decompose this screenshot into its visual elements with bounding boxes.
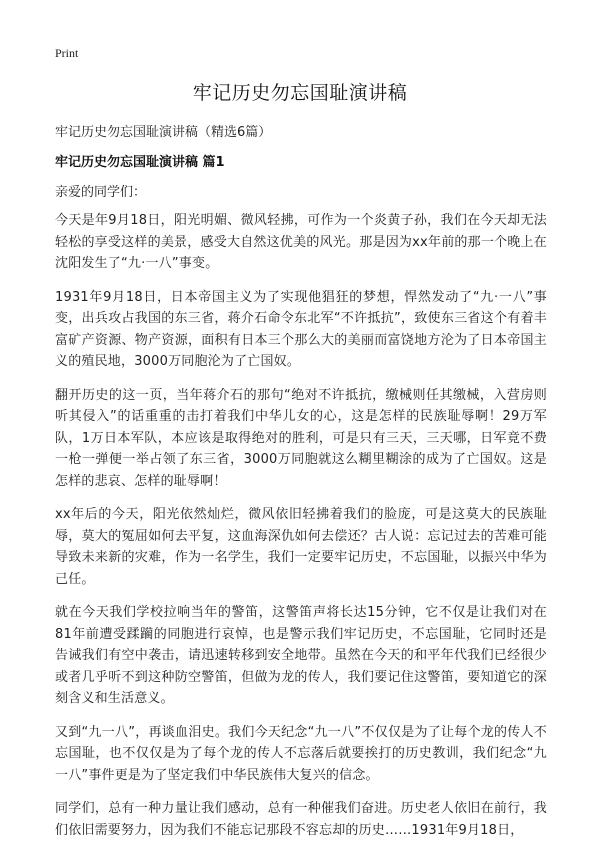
- print-label[interactable]: Print: [55, 46, 79, 60]
- document-subtitle: 牢记历史勿忘国耻演讲稿（精选6篇）: [55, 125, 272, 140]
- greeting-line: 亲爱的同学们：: [55, 185, 147, 200]
- paragraph-6: 又到“九一八”，再谈血泪史。我们今天纪念“九一八”不仅仅是为了让每个龙的传人不忘国耻，也不仅仅是为了每个龙的传人不忘落后就要挨打的历史教训，我们纪念“九一八”事件更是为了坚定我们中华民族伟大复兴的信念。: [55, 724, 547, 783]
- paragraph-4: xx年后的今天，阳光依然灿烂，微风依旧轻拂着我们的脸庞，可是这莫大的民族耻辱，莫大的冤屈如何去平复，这血海深仇如何去偿还？古人说：忘记过去的苦难可能导致未来新的灾难，作为一名学生，我们一定要牢记历史，不忘国耻，以振兴中华为己任。: [55, 507, 547, 587]
- paragraph-3: 翻开历史的这一页，当年蒋介石的那句“绝对不许抵抗，缴械则任其缴械，入营房则听其侵入”的话重重的击打着我们中华儿女的心，这是怎样的民族耻辱啊！29万军队，1万日本军队，本应该是取得绝对的胜利，可是只有三天，三天哪，日军竟不费一枪一弹便一举占领了东三省，3000万同胞就这么糊里糊涂的成为了亡国奴。这是怎样的悲哀、怎样的耻辱啊！: [55, 387, 547, 489]
- page-title: 牢记历史勿忘国耻演讲稿: [192, 82, 408, 104]
- body-text: [55, 210, 547, 853]
- section-heading: 牢记历史勿忘国耻演讲稿 篇1: [55, 155, 225, 170]
- paragraph-5: 就在今天我们学校拉响当年的警笛，这警笛声将长达15分钟，它不仅是让我们对在81年前遭受蹂躏的同胞进行哀悼，也是警示我们牢记历史，不忘国耻，它同时还是告诫我们有空中袭击，请迅速转移到安全地带。虽然在今天的和平年代我们已经很少或者几乎听不到这种防空警笛，但做为龙的传人，我们要记住这警笛，要知道它的深刻含义和生活意义。: [55, 605, 547, 706]
- paragraph-1: 今天是年9月18日，阳光明媚、微风轻拂，可作为一个炎黄子孙，我们在今天却无法轻松的享受这样的美景，感受大自然这优美的风光。那是因为xx年前的那一个晚上在沈阳发生了“九·一八”事变。: [55, 213, 547, 271]
- paragraph-7: 同学们，总有一种力量让我们感动，总有一种催我们奋进。历史老人依旧在前行，我们依旧需要努力，因为我们不能忘记那段不容忘却的历史……1931年9月18日，: [55, 801, 547, 838]
- paragraph-2: 1931年9月18日，日本帝国主义为了实现他猖狂的梦想，悍然发动了“九·一八”事变，出兵攻占我国的东三省，蒋介石命令东北军“不许抵抗”，致使东三省这个有着丰富矿产资源、物产资源，面积有日本三个那么大的美丽而富饶地方沦为了日本帝国主义的殖民地，3000万同胞沦为了亡国奴。: [55, 289, 547, 369]
